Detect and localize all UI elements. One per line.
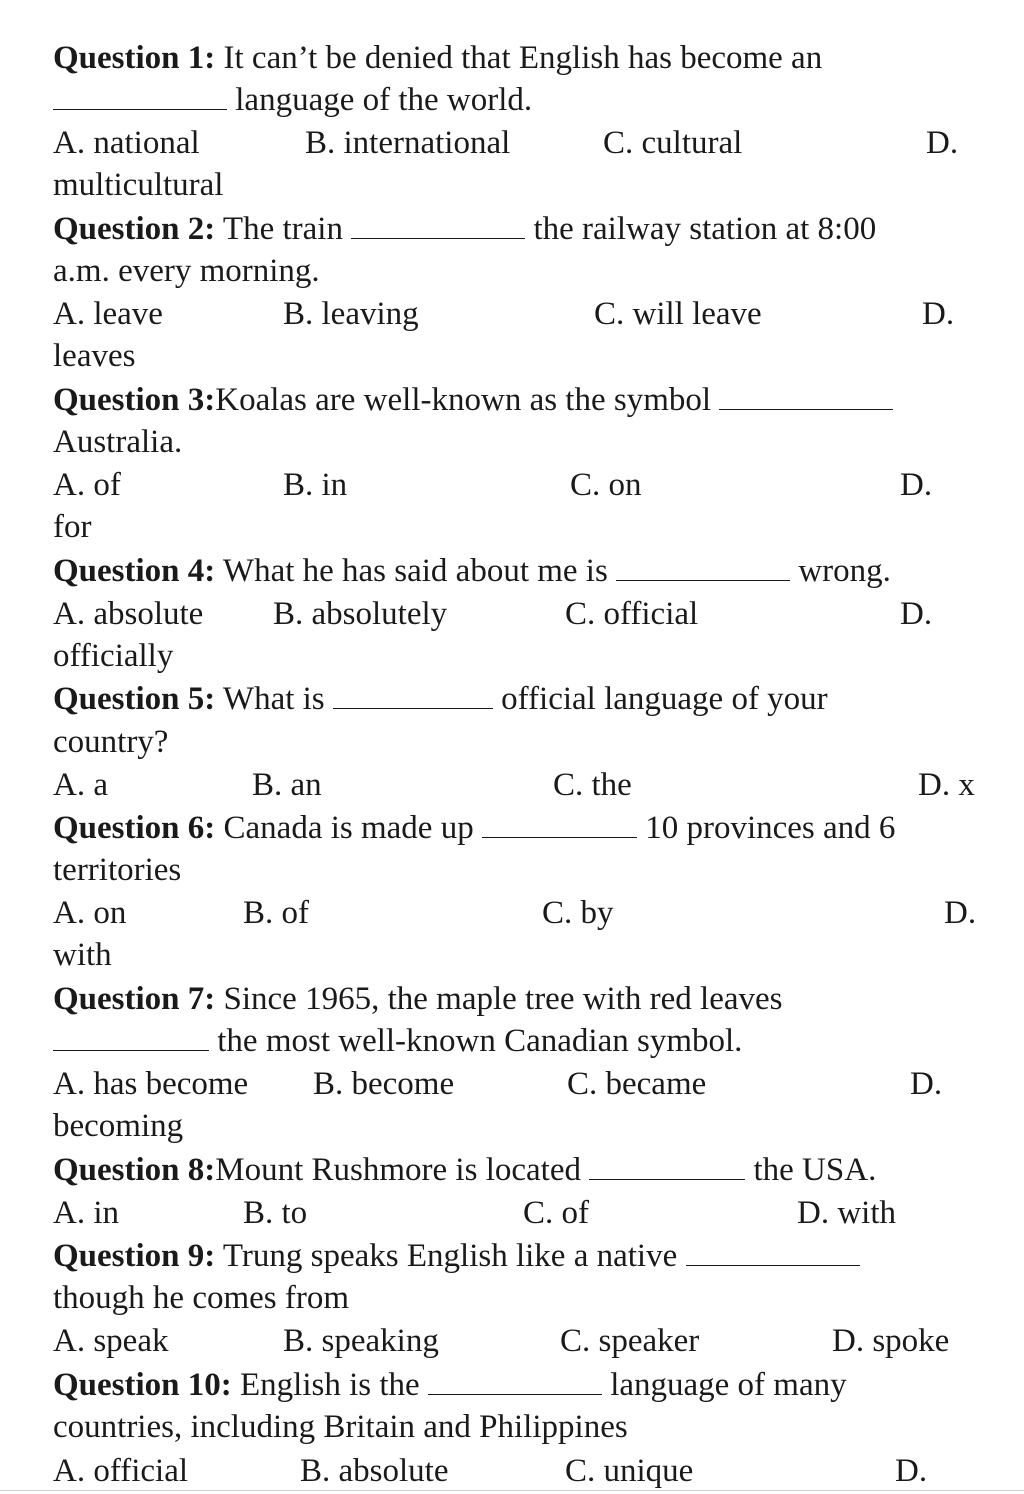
- question-6-option-c: C. by: [542, 895, 614, 931]
- question-6-option-d-text: with: [53, 937, 112, 973]
- question-10-text-cont: language of many: [610, 1367, 847, 1403]
- question-9-option-d: D. spoke: [832, 1323, 950, 1359]
- question-4-line-1: [53, 555, 891, 588]
- question-1-option-a: A. national: [53, 125, 200, 161]
- question-9-line-1: [53, 1240, 860, 1273]
- question-5-line-1: [53, 683, 828, 716]
- question-1-text-cont: language of the world.: [235, 82, 533, 118]
- question-9-blank: [686, 1264, 860, 1266]
- question-8-option-c: C. of: [523, 1195, 589, 1231]
- question-4-option-b: B. absolutely: [273, 596, 448, 632]
- question-8-option-b: B. to: [243, 1195, 308, 1231]
- question-3-line-1: [53, 384, 893, 417]
- question-8-blank: [589, 1178, 745, 1180]
- question-9-text: Trung speaks English like a native: [222, 1238, 678, 1274]
- question-5-line-2: country?: [53, 724, 169, 760]
- question-9-option-a: A. speak: [53, 1323, 169, 1359]
- question-8-text: Mount Rushmore is located: [215, 1152, 581, 1188]
- question-10-text: English is the: [240, 1367, 420, 1403]
- question-10-label: Question 10:: [53, 1367, 232, 1403]
- question-5-option-d: D. x: [918, 767, 975, 803]
- question-3-text: Koalas are well-known as the symbol: [215, 382, 712, 418]
- question-5-option-b: B. an: [252, 767, 322, 803]
- question-10-line-1: [53, 1369, 847, 1402]
- question-1-option-b: B. international: [305, 125, 511, 161]
- question-2-blank: [351, 237, 525, 239]
- question-10-option-c: C. unique: [565, 1453, 694, 1489]
- question-3-line-2: Australia.: [53, 424, 183, 460]
- question-9-option-c: C. speaker: [560, 1323, 700, 1359]
- question-1-text: It can’t be denied that English has become an: [223, 40, 823, 76]
- question-4-text: What he has said about me is: [222, 553, 608, 589]
- question-10-option-b: B. absolute: [300, 1453, 449, 1489]
- question-1-line-1: [53, 42, 822, 75]
- question-1-option-c: C. cultural: [603, 125, 743, 161]
- question-4-option-a: A. absolute: [53, 596, 204, 632]
- question-4-text-cont: wrong.: [798, 553, 891, 589]
- question-6-option-b: B. of: [243, 895, 309, 931]
- question-3-option-c: C. on: [570, 467, 642, 503]
- question-7-label: Question 7:: [53, 981, 216, 1017]
- question-7-option-c: C. became: [567, 1066, 707, 1102]
- question-6-line-2: territories: [53, 852, 182, 888]
- question-2-option-c: C. will leave: [594, 296, 762, 332]
- question-6-option-d: D.: [944, 895, 977, 931]
- question-6-blank: [482, 836, 637, 838]
- question-5-option-c: C. the: [553, 767, 632, 803]
- question-8-option-a: A. in: [53, 1195, 119, 1231]
- question-2-option-a: A. leave: [53, 296, 163, 332]
- question-1-label: Question 1:: [53, 40, 216, 76]
- question-1-blank: [53, 108, 227, 110]
- question-1-option-d-text: multicultural: [53, 167, 224, 203]
- question-2-text: The train: [222, 211, 343, 247]
- question-7-option-d-text: becoming: [53, 1108, 184, 1144]
- question-7-text: Since 1965, the maple tree with red leaves: [223, 981, 783, 1017]
- question-6-line-1: [53, 812, 895, 845]
- question-6-text-cont: 10 provinces and 6: [645, 810, 896, 846]
- question-4-option-d: D.: [900, 596, 933, 632]
- question-9-line-2: though he comes from: [53, 1280, 350, 1316]
- question-5-text-cont: official language of your: [501, 681, 828, 717]
- question-4-blank: [616, 579, 790, 581]
- question-10-line-2: countries, including Britain and Philippines: [53, 1409, 628, 1445]
- question-6-text: Canada is made up: [223, 810, 474, 846]
- question-3-option-b: B. in: [283, 467, 348, 503]
- question-7-line-1: [53, 983, 783, 1016]
- question-1-option-d: D.: [926, 125, 959, 161]
- question-5-blank: [333, 707, 493, 709]
- question-4-label: Question 4:: [53, 553, 216, 589]
- question-10-option-a: A. official: [53, 1453, 189, 1489]
- question-5-option-a: A. a: [53, 767, 108, 803]
- question-9-option-b: B. speaking: [283, 1323, 439, 1359]
- question-2-text-cont: the railway station at 8:00: [533, 211, 877, 247]
- question-4-option-d-text: officially: [53, 638, 174, 674]
- question-8-line-1: [53, 1154, 876, 1187]
- question-2-line-1: [53, 213, 876, 246]
- question-1-line-2: [53, 84, 532, 117]
- question-7-text-cont: the most well-known Canadian symbol.: [217, 1023, 743, 1059]
- question-8-label: Question 8:: [53, 1152, 216, 1188]
- question-7-blank: [53, 1049, 209, 1051]
- question-8-text-cont: the USA.: [753, 1152, 877, 1188]
- question-7-option-a: A. has become: [53, 1066, 249, 1102]
- question-9-label: Question 9:: [53, 1238, 216, 1274]
- question-3-option-a: A. of: [53, 467, 121, 503]
- question-2-option-d: D.: [922, 296, 955, 332]
- question-5-label: Question 5:: [53, 681, 216, 717]
- question-4-option-c: C. official: [565, 596, 699, 632]
- question-7-option-d: D.: [910, 1066, 943, 1102]
- question-2-line-2: a.m. every morning.: [53, 253, 320, 289]
- question-5-text: What is: [222, 681, 325, 717]
- question-10-option-d: D.: [895, 1453, 928, 1489]
- question-10-blank: [428, 1393, 602, 1395]
- question-3-blank: [719, 408, 893, 410]
- question-2-option-b: B. leaving: [283, 296, 419, 332]
- question-2-label: Question 2:: [53, 211, 216, 247]
- question-6-option-a: A. on: [53, 895, 127, 931]
- question-6-label: Question 6:: [53, 810, 216, 846]
- question-3-label: Question 3:: [53, 382, 216, 418]
- question-3-option-d-text: for: [53, 509, 92, 545]
- question-2-option-d-text: leaves: [53, 338, 136, 374]
- question-8-option-d: D. with: [797, 1195, 896, 1231]
- question-7-line-2: [53, 1025, 742, 1058]
- question-7-option-b: B. become: [313, 1066, 455, 1102]
- page-bottom-divider: [0, 1490, 1024, 1491]
- question-3-option-d: D.: [900, 467, 933, 503]
